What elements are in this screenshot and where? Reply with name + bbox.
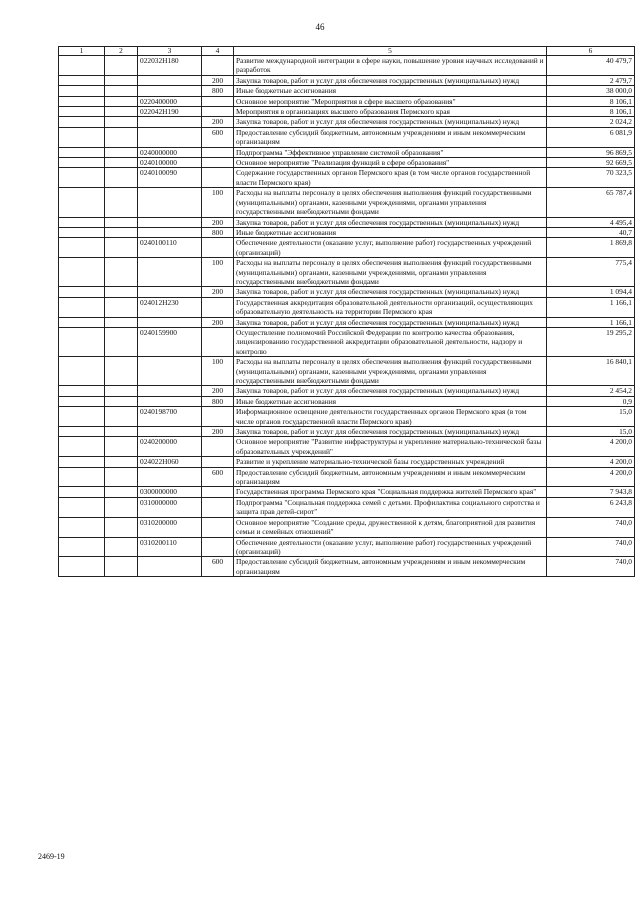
empty-cell (59, 147, 105, 157)
table-row (59, 117, 635, 127)
column-header: 4 (202, 47, 234, 56)
item-name-cell: Государственная аккредитация образовательной деятельности организаций, осуществляющих образовательную деятельность на территории Пермского края (234, 297, 547, 317)
expense-kind-cell: 200 (202, 117, 234, 127)
empty-cell (59, 497, 105, 517)
target-code-cell (138, 127, 202, 147)
empty-cell (105, 188, 138, 217)
amount-cell: 65 787,4 (547, 188, 635, 217)
table-row (59, 96, 635, 106)
target-code-cell (138, 117, 202, 127)
expense-kind-cell (202, 56, 234, 76)
empty-cell (59, 127, 105, 147)
table-row (59, 86, 635, 96)
empty-cell (59, 238, 105, 258)
empty-cell (59, 117, 105, 127)
table-row (59, 427, 635, 437)
empty-cell (105, 537, 138, 557)
target-code-cell: 022032Н180 (138, 56, 202, 76)
amount-cell: 4 200,0 (547, 457, 635, 467)
expense-kind-cell: 800 (202, 396, 234, 406)
expense-kind-cell: 200 (202, 217, 234, 227)
expense-kind-cell: 100 (202, 258, 234, 287)
target-code-cell: 0300000000 (138, 487, 202, 497)
table-row (59, 158, 635, 168)
empty-cell (105, 297, 138, 317)
amount-cell: 38 000,0 (547, 86, 635, 96)
expense-kind-cell: 200 (202, 427, 234, 437)
amount-cell: 740,0 (547, 557, 635, 577)
empty-cell (59, 396, 105, 406)
amount-cell: 96 869,5 (547, 147, 635, 157)
target-code-cell (138, 317, 202, 327)
item-name-cell: Иные бюджетные ассигнования (234, 227, 547, 237)
expense-kind-cell (202, 238, 234, 258)
empty-cell (59, 487, 105, 497)
target-code-cell: 0240100000 (138, 158, 202, 168)
table-row (59, 238, 635, 258)
item-name-cell: Закупка товаров, работ и услуг для обеспечения государственных (муниципальных) нужд (234, 317, 547, 327)
target-code-cell: 0310200000 (138, 517, 202, 537)
table-row (59, 517, 635, 537)
expense-kind-cell (202, 457, 234, 467)
target-code-cell: 0240100090 (138, 168, 202, 188)
target-code-cell (138, 467, 202, 487)
amount-cell: 4 200,0 (547, 467, 635, 487)
empty-cell (59, 217, 105, 227)
empty-cell (105, 86, 138, 96)
empty-cell (105, 227, 138, 237)
empty-cell (105, 75, 138, 85)
table-row (59, 127, 635, 147)
amount-cell: 15,0 (547, 427, 635, 437)
empty-cell (105, 427, 138, 437)
item-name-cell: Иные бюджетные ассигнования (234, 396, 547, 406)
expense-kind-cell (202, 487, 234, 497)
empty-cell (105, 238, 138, 258)
table-row (59, 56, 635, 76)
amount-cell: 8 106,1 (547, 96, 635, 106)
table-row (59, 407, 635, 427)
amount-cell: 775,4 (547, 258, 635, 287)
target-code-cell: 024022Н060 (138, 457, 202, 467)
target-code-cell: 0240200000 (138, 437, 202, 457)
empty-cell (105, 117, 138, 127)
table-row (59, 107, 635, 117)
empty-cell (105, 557, 138, 577)
expense-kind-cell (202, 158, 234, 168)
expense-kind-cell: 200 (202, 75, 234, 85)
budget-table (58, 46, 635, 577)
amount-cell: 7 943,8 (547, 487, 635, 497)
empty-cell (59, 327, 105, 356)
empty-cell (59, 437, 105, 457)
item-name-cell: Развитие и укрепление материально-технической базы государственных учреждений (234, 457, 547, 467)
amount-cell: 15,0 (547, 407, 635, 427)
empty-cell (59, 537, 105, 557)
item-name-cell: Подпрограмма "Социальная поддержка семей с детьми. Профилактика социального сиротства и защита прав детей-сирот" (234, 497, 547, 517)
expense-kind-cell (202, 437, 234, 457)
expense-kind-cell: 600 (202, 467, 234, 487)
empty-cell (105, 497, 138, 517)
empty-cell (59, 227, 105, 237)
target-code-cell: 0240198700 (138, 407, 202, 427)
empty-cell (105, 457, 138, 467)
table-row (59, 557, 635, 577)
empty-cell (105, 407, 138, 427)
target-code-cell (138, 258, 202, 287)
target-code-cell (138, 75, 202, 85)
table-row (59, 287, 635, 297)
empty-cell (59, 56, 105, 76)
item-name-cell: Закупка товаров, работ и услуг для обеспечения государственных (муниципальных) нужд (234, 427, 547, 437)
table-row (59, 168, 635, 188)
target-code-cell (138, 287, 202, 297)
amount-cell: 40,7 (547, 227, 635, 237)
target-code-cell (138, 357, 202, 386)
target-code-cell: 022042Н190 (138, 107, 202, 117)
target-code-cell: 0240100110 (138, 238, 202, 258)
table-row (59, 487, 635, 497)
empty-cell (105, 127, 138, 147)
empty-cell (105, 437, 138, 457)
target-code-cell (138, 86, 202, 96)
page-number: 46 (315, 22, 325, 32)
expense-kind-cell: 800 (202, 86, 234, 96)
empty-cell (105, 386, 138, 396)
empty-cell (105, 327, 138, 356)
item-name-cell: Мероприятия в организациях высшего образования Пермского края (234, 107, 547, 117)
empty-cell (59, 75, 105, 85)
amount-cell: 6 081,9 (547, 127, 635, 147)
empty-cell (59, 407, 105, 427)
table-row (59, 75, 635, 85)
item-name-cell: Закупка товаров, работ и услуг для обеспечения государственных (муниципальных) нужд (234, 287, 547, 297)
item-name-cell: Осуществление полномочий Российской Федерации по контролю качества образования, лицензированию государственной аккредитации образовательной деятельности, надзору и контролю (234, 327, 547, 356)
target-code-cell (138, 227, 202, 237)
item-name-cell: Закупка товаров, работ и услуг для обеспечения государственных (муниципальных) нужд (234, 75, 547, 85)
expense-kind-cell (202, 497, 234, 517)
document-code: 2469-19 (38, 852, 65, 861)
empty-cell (105, 56, 138, 76)
table-row (59, 147, 635, 157)
empty-cell (105, 317, 138, 327)
item-name-cell: Государственная программа Пермского края "Социальная поддержка жителей Пермского края" (234, 487, 547, 497)
table-row (59, 396, 635, 406)
item-name-cell: Подпрограмма "Эффективное управление системой образования" (234, 147, 547, 157)
target-code-cell: 0240159900 (138, 327, 202, 356)
empty-cell (59, 297, 105, 317)
target-code-cell: 0240000000 (138, 147, 202, 157)
item-name-cell: Закупка товаров, работ и услуг для обеспечения государственных (муниципальных) нужд (234, 117, 547, 127)
amount-cell: 4 200,0 (547, 437, 635, 457)
amount-cell: 2 479,7 (547, 75, 635, 85)
expense-kind-cell (202, 96, 234, 106)
empty-cell (59, 517, 105, 537)
amount-cell: 16 840,1 (547, 357, 635, 386)
table-row (59, 297, 635, 317)
target-code-cell: 0220400000 (138, 96, 202, 106)
target-code-cell (138, 396, 202, 406)
table-row (59, 357, 635, 386)
amount-cell: 1 869,8 (547, 238, 635, 258)
item-name-cell: Предоставление субсидий бюджетным, автономным учреждениям и иным некоммерческим организациям (234, 127, 547, 147)
empty-cell (59, 557, 105, 577)
empty-cell (59, 386, 105, 396)
table-row (59, 227, 635, 237)
empty-cell (59, 86, 105, 96)
expense-kind-cell (202, 168, 234, 188)
amount-cell: 2 024,2 (547, 117, 635, 127)
table-row (59, 258, 635, 287)
column-header: 3 (138, 47, 202, 56)
empty-cell (105, 168, 138, 188)
empty-cell (59, 317, 105, 327)
item-name-cell: Содержание государственных органов Пермского края (в том числе органов государственной власти Пермского края) (234, 168, 547, 188)
empty-cell (105, 96, 138, 106)
empty-cell (105, 258, 138, 287)
target-code-cell (138, 427, 202, 437)
table-body (59, 56, 635, 577)
empty-cell (105, 158, 138, 168)
amount-cell: 1 094,4 (547, 287, 635, 297)
expense-kind-cell: 600 (202, 127, 234, 147)
empty-cell (105, 467, 138, 487)
table-row (59, 457, 635, 467)
expense-kind-cell: 600 (202, 557, 234, 577)
expense-kind-cell (202, 147, 234, 157)
table-row (59, 317, 635, 327)
column-header: 2 (105, 47, 138, 56)
empty-cell (59, 457, 105, 467)
column-header: 6 (547, 47, 635, 56)
amount-cell: 4 495,4 (547, 217, 635, 227)
item-name-cell: Основное мероприятие "Мероприятия в сфере высшего образования" (234, 96, 547, 106)
empty-cell (59, 188, 105, 217)
empty-cell (59, 158, 105, 168)
item-name-cell: Расходы на выплаты персоналу в целях обеспечения выполнения функций государственными (муниципальными) органами, казенными учреждениями, органами управления государственными внебюджетными фондами (234, 188, 547, 217)
empty-cell (105, 517, 138, 537)
item-name-cell: Обеспечение деятельности (оказание услуг, выполнение работ) государственных учреждений (организаций) (234, 537, 547, 557)
expense-kind-cell: 200 (202, 287, 234, 297)
expense-kind-cell: 800 (202, 227, 234, 237)
expense-kind-cell (202, 407, 234, 427)
amount-cell: 740,0 (547, 517, 635, 537)
empty-cell (105, 287, 138, 297)
table-row (59, 217, 635, 227)
expense-kind-cell (202, 537, 234, 557)
empty-cell (59, 357, 105, 386)
expense-kind-cell (202, 327, 234, 356)
item-name-cell: Предоставление субсидий бюджетным, автономным учреждениям и иным некоммерческим организациям (234, 467, 547, 487)
item-name-cell: Расходы на выплаты персоналу в целях обеспечения выполнения функций государственными (муниципальными) органами, казенными учреждениями, органами управления государственными внебюджетными фондами (234, 258, 547, 287)
amount-cell: 740,0 (547, 537, 635, 557)
item-name-cell: Расходы на выплаты персоналу в целях обеспечения выполнения функций государственными (муниципальными) органами, казенными учреждениями, органами управления государственными внебюджетными фондами (234, 357, 547, 386)
amount-cell: 2 454,2 (547, 386, 635, 396)
table-row (59, 537, 635, 557)
amount-cell: 40 479,7 (547, 56, 635, 76)
target-code-cell (138, 557, 202, 577)
expense-kind-cell: 100 (202, 188, 234, 217)
amount-cell: 0,9 (547, 396, 635, 406)
expense-kind-cell (202, 297, 234, 317)
target-code-cell (138, 217, 202, 227)
empty-cell (105, 396, 138, 406)
empty-cell (59, 427, 105, 437)
table-row (59, 497, 635, 517)
empty-cell (59, 467, 105, 487)
empty-cell (105, 357, 138, 386)
amount-cell: 1 166,1 (547, 297, 635, 317)
amount-cell: 8 106,1 (547, 107, 635, 117)
amount-cell: 6 243,8 (547, 497, 635, 517)
expense-kind-cell: 200 (202, 317, 234, 327)
table-row (59, 327, 635, 356)
item-name-cell: Основное мероприятие "Развитие инфраструктуры и укрепление материально-технической базы образовательных учреждений" (234, 437, 547, 457)
amount-cell: 19 295,2 (547, 327, 635, 356)
item-name-cell: Основное мероприятие "Реализация функций в сфере образования" (234, 158, 547, 168)
item-name-cell: Основное мероприятие "Создание среды, дружественной к детям, благоприятной для развития семьи и семейных отношений" (234, 517, 547, 537)
empty-cell (59, 258, 105, 287)
target-code-cell: 0310200110 (138, 537, 202, 557)
expense-kind-cell (202, 517, 234, 537)
empty-cell (59, 287, 105, 297)
table-row (59, 437, 635, 457)
table-header-row (59, 47, 635, 56)
empty-cell (105, 147, 138, 157)
target-code-cell (138, 386, 202, 396)
table-row (59, 467, 635, 487)
item-name-cell: Иные бюджетные ассигнования (234, 86, 547, 96)
item-name-cell: Закупка товаров, работ и услуг для обеспечения государственных (муниципальных) нужд (234, 217, 547, 227)
target-code-cell (138, 188, 202, 217)
item-name-cell: Обеспечение деятельности (оказание услуг, выполнение работ) государственных учреждений (организаций) (234, 238, 547, 258)
empty-cell (105, 107, 138, 117)
amount-cell: 70 323,5 (547, 168, 635, 188)
expense-kind-cell: 100 (202, 357, 234, 386)
empty-cell (59, 168, 105, 188)
table-row (59, 188, 635, 217)
item-name-cell: Развитие международной интеграции в сфере науки, повышение уровня научных исследований и разработок (234, 56, 547, 76)
expense-kind-cell (202, 107, 234, 117)
empty-cell (105, 487, 138, 497)
target-code-cell: 0310000000 (138, 497, 202, 517)
empty-cell (59, 96, 105, 106)
expense-kind-cell: 200 (202, 386, 234, 396)
column-header: 1 (59, 47, 105, 56)
item-name-cell: Закупка товаров, работ и услуг для обеспечения государственных (муниципальных) нужд (234, 386, 547, 396)
target-code-cell: 024012Н230 (138, 297, 202, 317)
column-header: 5 (234, 47, 547, 56)
amount-cell: 92 669,5 (547, 158, 635, 168)
item-name-cell: Информационное освещение деятельности государственных органов Пермского края (в том числе органов государственной власти Пермского края) (234, 407, 547, 427)
item-name-cell: Предоставление субсидий бюджетным, автономным учреждениям и иным некоммерческим организациям (234, 557, 547, 577)
amount-cell: 1 166,1 (547, 317, 635, 327)
empty-cell (59, 107, 105, 117)
empty-cell (105, 217, 138, 227)
table-row (59, 386, 635, 396)
